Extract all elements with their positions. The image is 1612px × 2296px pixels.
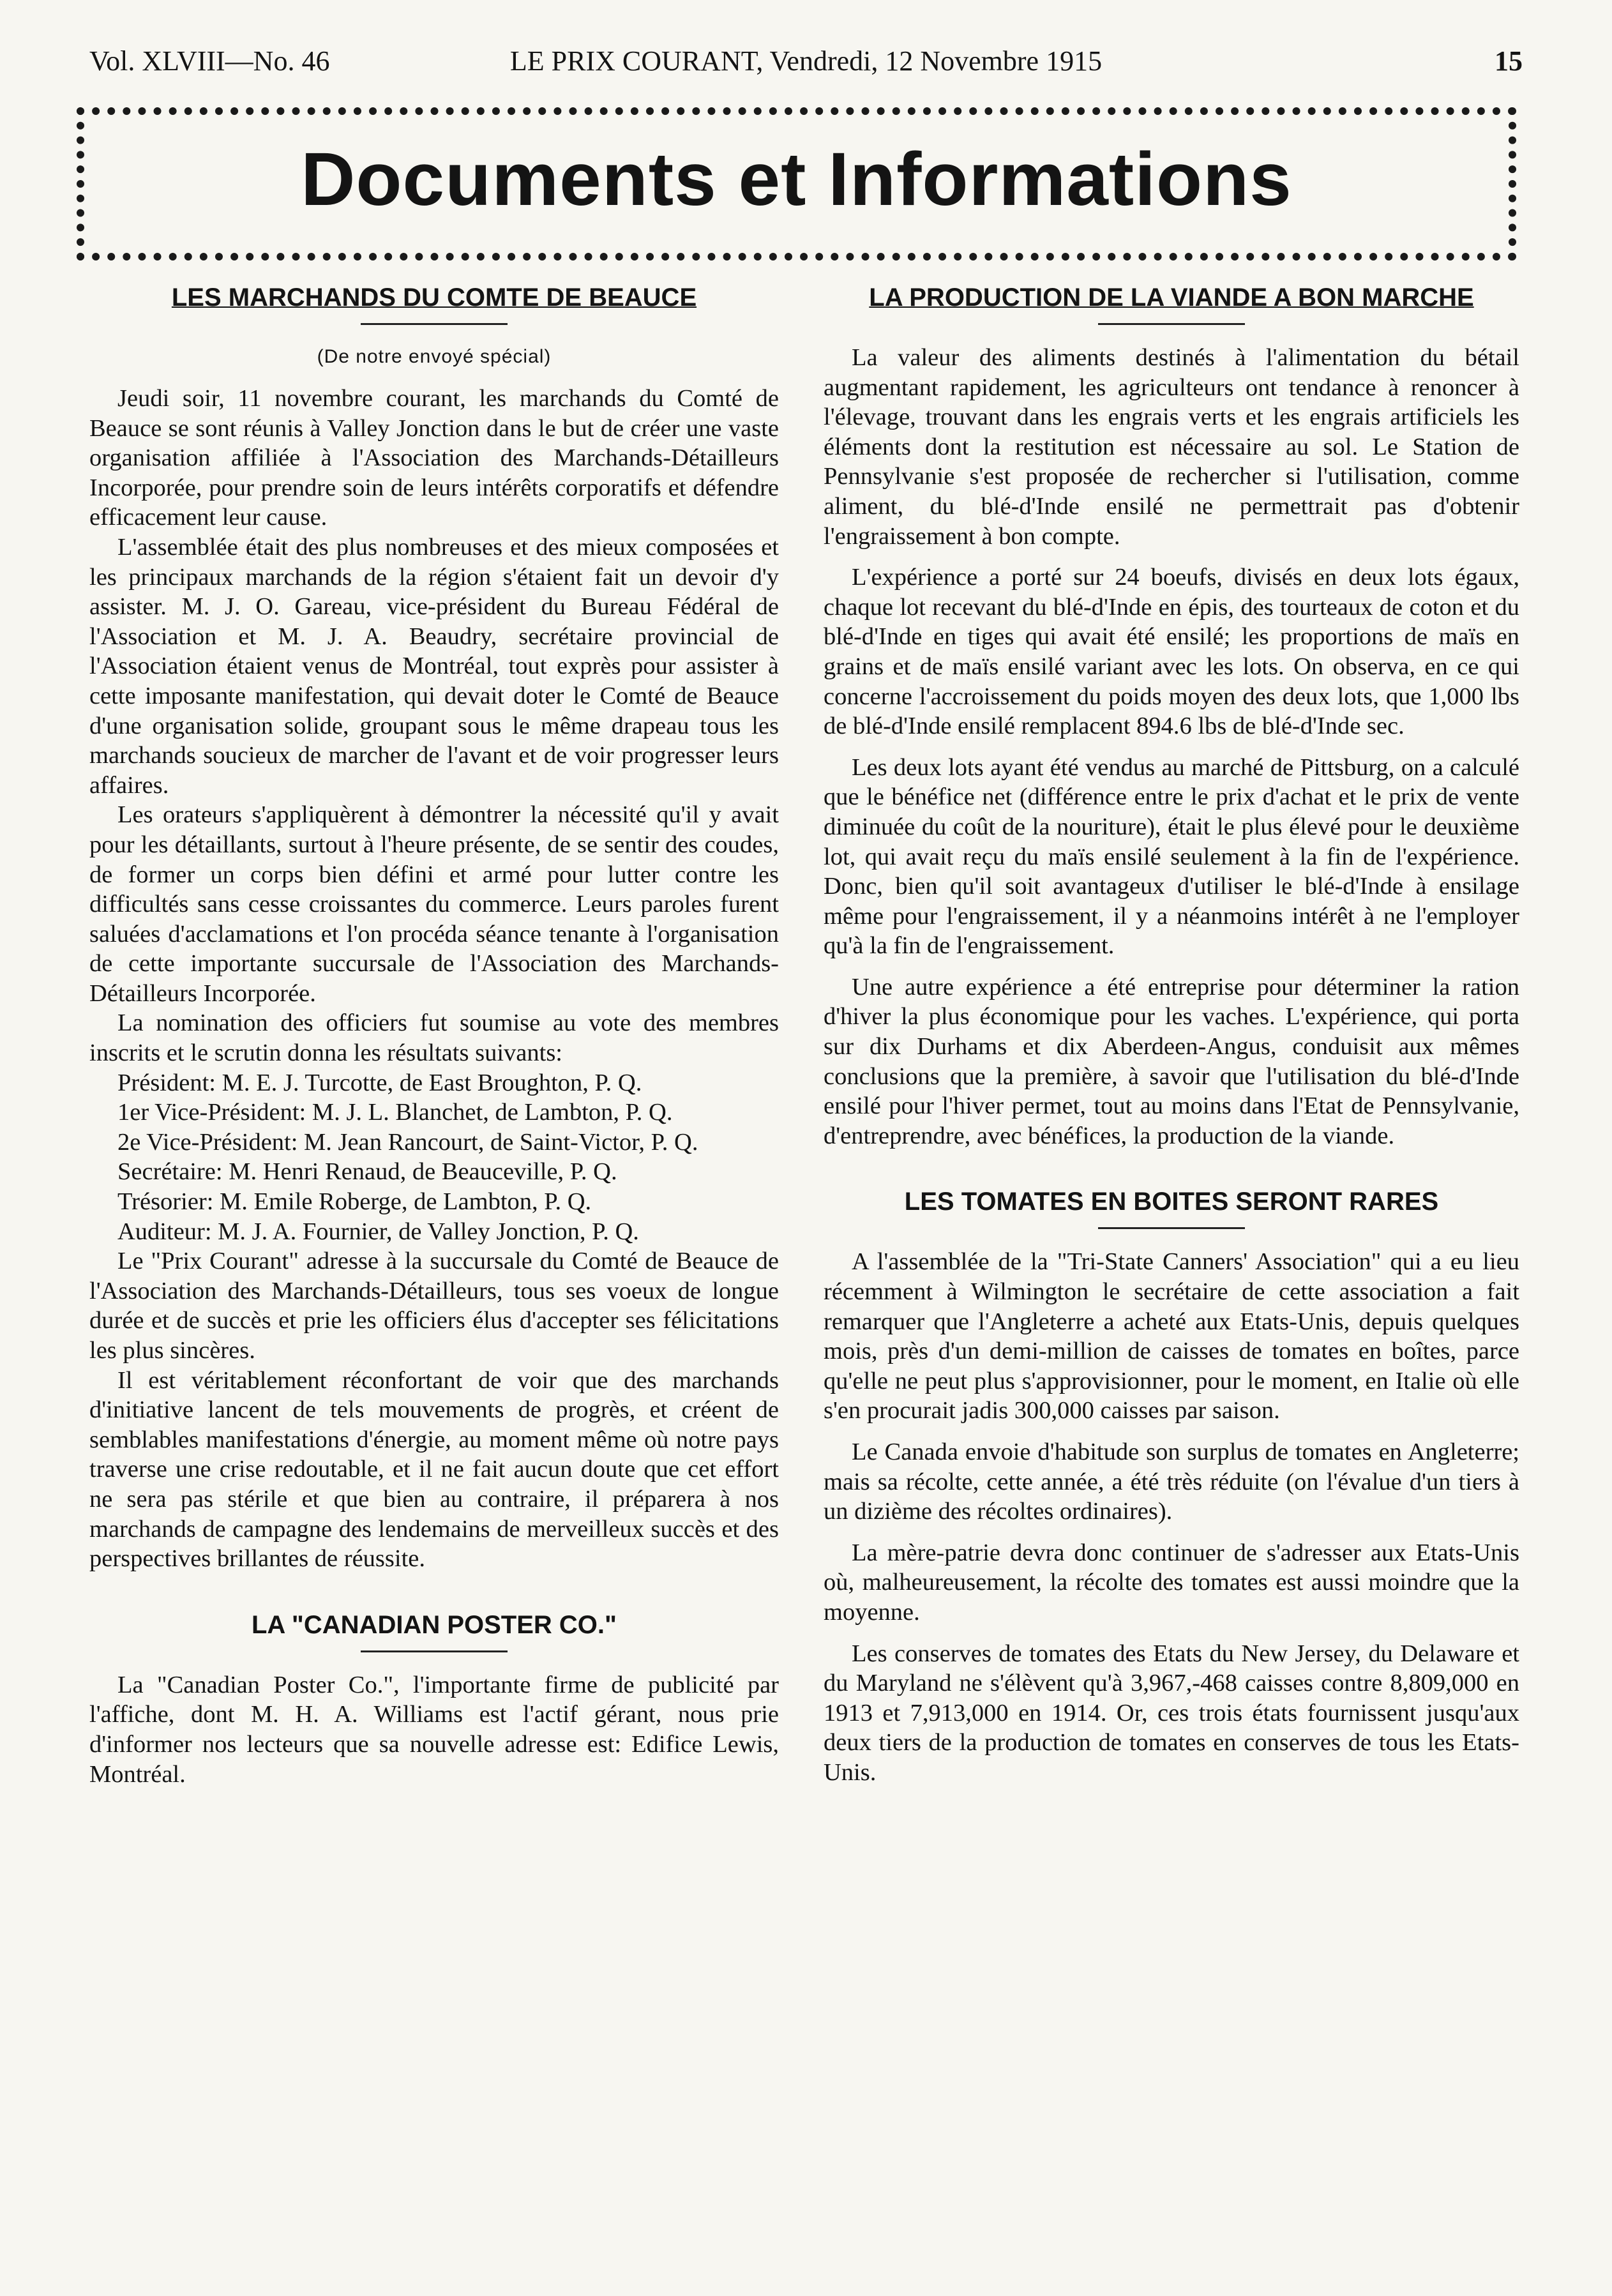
- running-header: [89, 45, 1523, 83]
- article-canadian-poster: [89, 1608, 779, 1789]
- paragraph: Le Canada envoie d'habitude son surplus de tomates en Angleterre; mais sa récolte, cette année, a été très réduite (on l'évalue d'un tiers à un dizième des récoltes ordinaires).: [824, 1439, 1519, 1525]
- paragraph: La mère-patrie devra donc continuer de s'adresser aux Etats-Unis où, malheureusement, la récolte des tomates est aussi moindre que la moyenne.: [824, 1539, 1519, 1626]
- volume-number: Vol. XLVIII—No. 46: [89, 45, 330, 77]
- paragraph: La valeur des aliments destinés à l'alimentation du bétail augmentant rapidement, les agriculteurs ont tendance à renoncer à l'élevage, trouvant dans les engrais verts et les engrais artificiels les éléments dont la restitution est nécessaire au sol. Le Station de Pennsylvanie s'est proposée de rechercher si l'utilisation, comme aliment, du blé-d'Inde ensilé ne permettrait pas d'obtenir l'engraissement à bon compte.: [824, 344, 1519, 550]
- paragraph: Jeudi soir, 11 novembre courant, les marchands du Comté de Beauce se sont réunis à Valley Jonction dans le but de créer une vaste organisation affiliée à l'Association des Marchands-Détailleurs Incorporée, pour prendre soin de leurs intérêts corporatifs et défendre efficacement leur cause.: [89, 385, 779, 531]
- officer-line: 1er Vice-Président: M. J. L. Blanchet, de Lambton, P. Q.: [117, 1099, 673, 1126]
- officer-line: Trésorier: M. Emile Roberge, de Lambton, P. Q.: [117, 1188, 592, 1216]
- paragraph: Les conserves de tomates des Etats du New Jersey, du Delaware et du Maryland ne s'élèvent qu'à 3,967,-468 caisses contre 8,809,000 en 1913 et 7,913,000 en 1914. Or, ces trois états fournissent jusqu'aux deux tiers de la production de tomates en conserves de tous les Etats-Unis.: [824, 1640, 1519, 1786]
- title-rule: [1098, 323, 1245, 325]
- article-title: LA "CANADIAN POSTER CO.": [251, 1610, 617, 1639]
- paragraph: L'assemblée était des plus nombreuses et des mieux composées et les principaux marchands de la région s'étaient fait un devoir d'y assister. M. J. O. Gareau, vice-président du Bureau Fédéral de l'Association et M. J. A. Beaudry, secrétaire provincial de l'Association étaient venus de Montréal, tout exprès pour assister à cette imposante manifestation, qui devait doter le Comté de Beauce d'une organisation solide, groupant sous le même drapeau tous les marchands soucieux de marcher de l'avant et de voir progresser leurs affaires.: [89, 533, 779, 799]
- officer-line: Auditeur: M. J. A. Fournier, de Valley Jonction, P. Q.: [117, 1218, 639, 1245]
- article-tomates-boites: [824, 1185, 1519, 1787]
- section-title: Documents et Informations: [301, 137, 1292, 222]
- paragraph: Les deux lots ayant été vendus au marché de Pittsburg, on a calculé que le bénéfice net (différence entre le prix d'achat et le prix de vente diminuée du coût de la nouriture), était le plus élevé pour le deuxième lot, qui avait reçu du maïs ensilé seulement à la fin de l'expérience. Donc, bien qu'il soit avantageux d'utiliser le blé-d'Inde à ensilage même pour l'engraissement, il y a néanmoins intérêt à ne l'employer qu'à la fin de l'engraissement.: [824, 753, 1519, 960]
- paragraph: Il est véritablement réconfortant de voir que des marchands d'initiative lancent de tels mouvements de progrès, et créent de semblables manifestations d'énergie, au moment même où notre pays traverse une crise redoutable, et il ne fait aucun doute que cet effort ne sera pas stérile et que bien au contraire, il préparera à nos marchands de campagne des lendemains de merveilleux succès et des perspectives brillantes de réussite.: [89, 1366, 779, 1573]
- left-column: [89, 281, 779, 1789]
- title-rule: [361, 323, 508, 325]
- article-title: LES MARCHANDS DU COMTE DE BEAUCE: [171, 283, 697, 312]
- officer-line: 2e Vice-Président: M. Jean Rancourt, de Saint-Victor, P. Q.: [117, 1128, 698, 1156]
- article-marchands-beauce: [89, 281, 779, 1574]
- paragraph: A l'assemblée de la "Tri-State Canners' Association" qui a eu lieu récemment à Wilmington le secrétaire de cette association a fait remarquer que l'Angleterre a acheté aux Etats-Unis, depuis quelques mois, près d'un demi-million de caisses de tomates en boîtes, parce qu'elle ne peut plus s'approvisionner, pour le moment, en Italie où elle s'en procurait jadis 300,000 caisses par saison.: [824, 1248, 1519, 1424]
- section-banner: [77, 107, 1516, 261]
- masthead: LE PRIX COURANT, Vendredi, 12 Novembre 1915: [509, 45, 1103, 77]
- paragraph: La "Canadian Poster Co.", l'importante firme de publicité par l'affiche, dont M. H. A. Williams est l'actif gérant, nous prie d'informer nos lecteurs que sa nouvelle adresse est: Edifice Lewis, Montréal.: [89, 1671, 779, 1788]
- officer-line: Président: M. E. J. Turcotte, de East Broughton, P. Q.: [117, 1069, 642, 1096]
- article-title: LES TOMATES EN BOITES SERONT RARES: [904, 1188, 1439, 1216]
- page-number: 15: [1495, 45, 1523, 77]
- paragraph: Une autre expérience a été entreprise pour déterminer la ration d'hiver la plus économique pour les vaches. L'expérience, qui porta sur dix Durhams et dix Aberdeen-Angus, conduisit aux mêmes conclusions que la première, à savoir que l'utilisation du blé-d'Inde ensilé pour l'hiver permet, tout au moins dans l'Etat de Pennsylvanie, d'entreprendre, avec bénéfices, la production de la viande.: [824, 973, 1519, 1149]
- paragraph: La nomination des officiers fut soumise au vote des membres inscrits et le scrutin donna les résultats suivants:: [89, 1009, 779, 1067]
- title-rule: [361, 1650, 508, 1652]
- title-rule: [1098, 1227, 1245, 1229]
- article-title: LA PRODUCTION DE LA VIANDE A BON MARCHE: [869, 283, 1474, 312]
- article-production-viande: [824, 281, 1519, 1151]
- paragraph: Les orateurs s'appliquèrent à démontrer la nécessité qu'il y avait pour les détaillants, surtout à l'heure présente, de se sentir des coudes, de former un corps bien défini et armé pour lutter contre les difficultés sans cesse croissantes du commerce. Leurs paroles furent saluées d'acclamations et l'on procéda séance tenante à l'organisation de cette importante succursale de l'Association des Marchands-Détailleurs Incorporée.: [89, 801, 779, 1007]
- article-byline: (De notre envoyé spécial): [317, 346, 552, 367]
- paragraph: Le "Prix Courant" adresse à la succursale du Comté de Beauce de l'Association des Marchands-Détailleurs, tous ses voeux de longue durée et de succès et prie les officiers élus d'accepter ses félicitations les plus sincères.: [89, 1248, 779, 1364]
- right-column: [824, 281, 1519, 1788]
- paragraph: L'expérience a porté sur 24 boeufs, divisés en deux lots égaux, chaque lot recevant du blé-d'Inde en épis, des tourteaux de coton et du blé-d'Inde en tiges qui avait été ensilé; les proportions de maïs en grains et de maïs ensilé variant avec les lots. On observa, en ce qui concerne l'accroissement du poids moyen des deux lots, que 1,000 lbs de blé-d'Inde ensilé remplacent 894.6 lbs de blé-d'Inde sec.: [824, 564, 1519, 740]
- officer-line: Secrétaire: M. Henri Renaud, de Beauceville, P. Q.: [117, 1158, 617, 1186]
